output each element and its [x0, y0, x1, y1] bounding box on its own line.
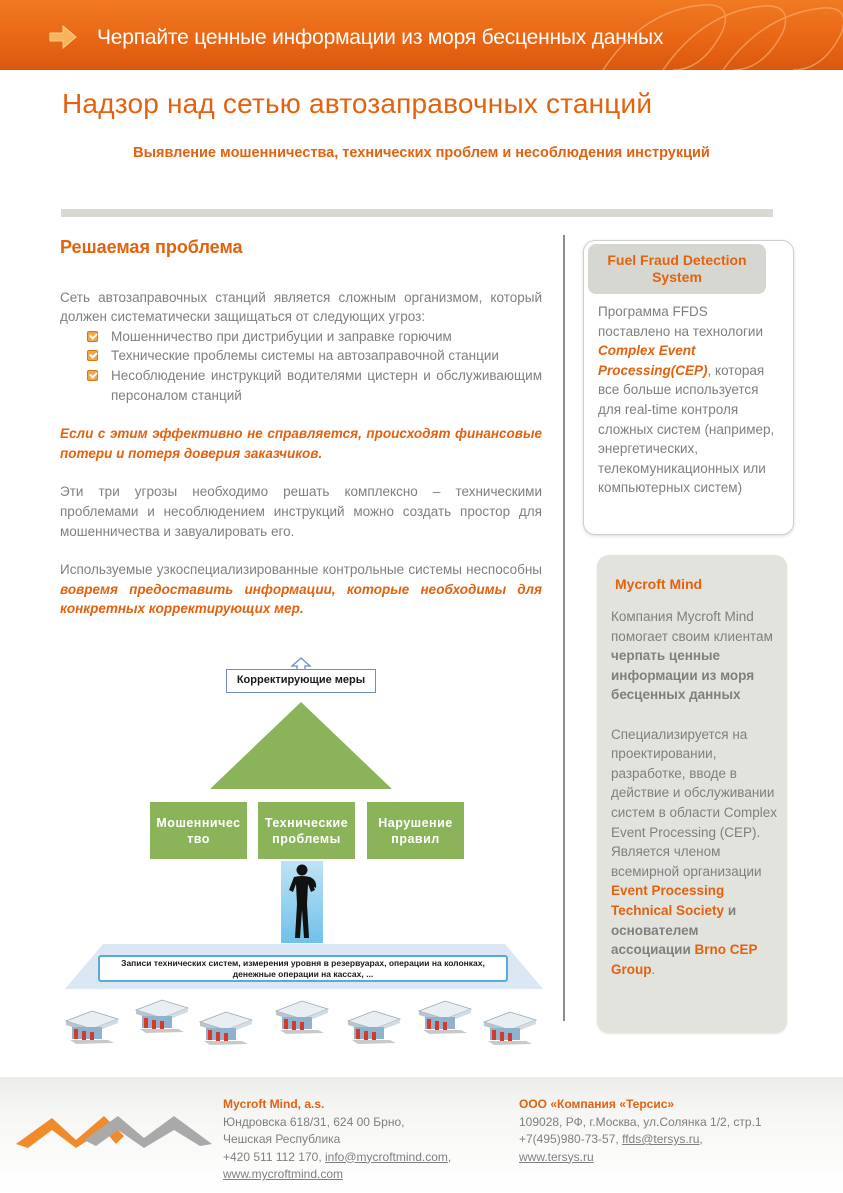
list-item: Несоблюдение инструкций водителями цистерн и обслуживающим персоналом станций — [87, 366, 542, 405]
address-line: 109028, РФ, г.Москва, ул.Солянка 1/2, стр.1 — [519, 1114, 762, 1129]
company-name: ООО «Компания «Терсис» — [519, 1097, 675, 1111]
gas-station-icon — [344, 1007, 402, 1045]
gas-station-icon — [480, 1008, 538, 1046]
intro-paragraph: Сеть автозаправочных станций является сложным организмом, который должен систематически защищаться от следующих угроз: — [60, 289, 542, 325]
header-banner — [0, 0, 843, 70]
gas-station-icon — [415, 997, 473, 1035]
contact-line: +7(495)980-73-57, ffds@tersys.ru, — [519, 1132, 703, 1146]
mycroft-description — [611, 607, 781, 979]
technical-problems-box: Технические проблемы — [258, 802, 355, 859]
banner-swirl-decoration — [583, 0, 843, 70]
section-heading: Решаемая проблема — [60, 237, 243, 257]
checkbox-icon — [87, 370, 98, 381]
email-link[interactable]: info@mycroftmind.com — [325, 1149, 448, 1164]
problem-section — [60, 238, 542, 619]
checkbox-icon — [87, 350, 98, 361]
banner-tagline: Черпайте ценные информации из моря бесценных данных — [97, 26, 664, 49]
warning-paragraph: Если с этим эффективно не справляется, происходят финансовые потери и потеря доверия заказчиков. — [60, 426, 542, 461]
ffds-card — [583, 240, 794, 535]
data-sources-label: Записи технических систем, измерения уровня в резервуарах, операции на колонках, денежные операции на кассах, ... — [98, 955, 508, 982]
threat-list — [87, 327, 542, 405]
gas-station-icon — [272, 997, 330, 1035]
fraud-box: Мошенничес тво — [150, 802, 247, 859]
website-link[interactable]: www.tersys.ru — [519, 1149, 594, 1164]
address-mycroft — [223, 1096, 451, 1184]
gas-station-icon — [62, 1007, 120, 1045]
company-name: Mycroft Mind, a.s. — [223, 1097, 325, 1111]
systems-paragraph: Используемые узкоспециализированные контрольные системы неспособны вовремя предоставить информации, которые необходимы для конкретных корректирующих мер. — [60, 562, 542, 617]
mycroft-logo-icon — [14, 1110, 214, 1148]
violation-box: Нарушение правил — [367, 802, 464, 859]
mycroft-card — [597, 555, 787, 1033]
corrective-measures-label: Корректирующие меры — [226, 669, 376, 693]
arrow-right-icon — [48, 24, 78, 50]
contact-line: +420 511 112 170, info@mycroftmind.com, — [223, 1149, 452, 1164]
page-title: Надзор над сетью автозаправочных станций — [62, 88, 653, 119]
email-link[interactable]: ffds@tersys.ru — [622, 1132, 700, 1146]
list-item: Технические проблемы системы на автозаправочной станции — [87, 346, 542, 366]
list-item: Мошенничество при дистрибуции и заправке горючим — [87, 327, 542, 347]
address-line: Юндровска 618/31, 624 00 Брно, — [223, 1114, 405, 1129]
checkbox-icon — [87, 331, 98, 342]
person-silhouette-icon — [281, 862, 323, 942]
ffds-heading: Fuel Fraud Detection System — [588, 244, 766, 294]
gas-station-icon — [132, 996, 190, 1034]
gas-station-icon — [196, 1008, 254, 1046]
mycroft-heading: Mycroft Mind — [615, 576, 703, 592]
ffds-description: Программа FFDS поставлено на технологии Complex Event Processing(CEP), которая все больше используется для real-time контроля сложных систем (например, энергетических, телекомуникационных или компьютерных систем) — [598, 304, 775, 496]
threat-diagram — [60, 655, 550, 1045]
mycroft-paragraph-1: Компания Mycroft Mind помогает своим клиентам черпать ценные информации из моря бесценных данных — [611, 609, 773, 703]
address-line: Чешская Республика — [223, 1132, 341, 1146]
complex-paragraph: Эти три угрозы необходимо решать комплексно – техническими проблемами и несоблюдением инструкций можно создать простор для мошенничества и завуалировать его. — [60, 484, 542, 539]
column-divider — [563, 235, 565, 1021]
website-link[interactable]: www.mycroftmind.com — [223, 1167, 344, 1181]
divider — [61, 209, 773, 217]
mycroft-paragraph-2: Специализируется на проектировании, разработке, вводе в действие и обслуживании систем в области Complex Event Processing (CEP). Является членом всемирной организации Event Processing Technical Society и основателем ассоциации Brno CEP Group. — [611, 726, 778, 977]
address-tersys — [519, 1096, 762, 1166]
page-subtitle: Выявление мошенничества, технических проблем и несоблюдения инструкций — [133, 145, 710, 161]
pyramid-shape — [208, 700, 394, 790]
